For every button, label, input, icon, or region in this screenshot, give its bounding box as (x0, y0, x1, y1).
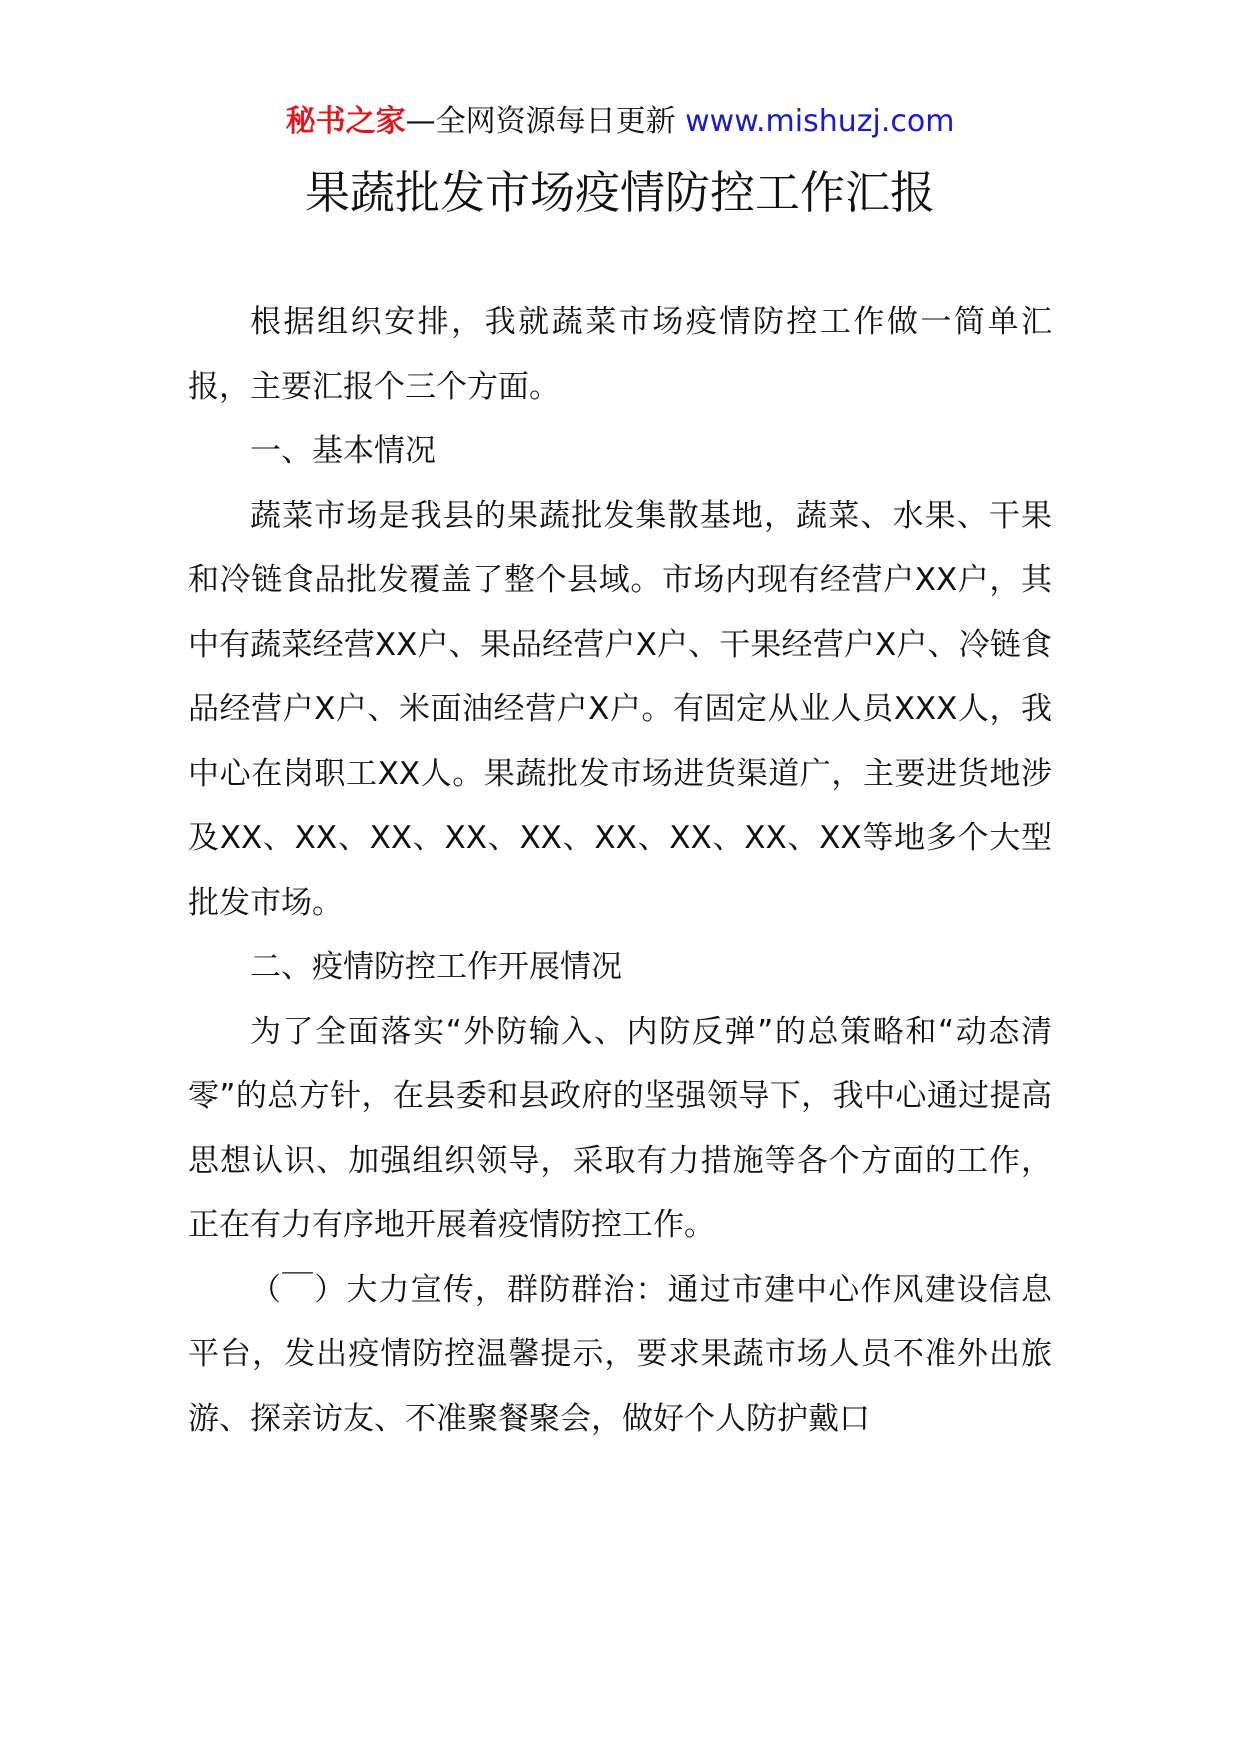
site-header (0, 100, 1240, 144)
section-heading-prevention: 二、疫情防控工作开展情况 (250, 949, 622, 985)
header-slogan: —全网资源每日更新 (405, 104, 676, 139)
paragraph-basic-situation: 蔬菜市场是我县的果蔬批发集散基地，蔬菜、水果、干果和冷链食品批发覆盖了整个县域。市场内现有经营户XX户，其中有蔬菜经营XX户、果品经营户X户、干果经营户X户、冷链食品经营户X户、米面油经营户X户。有固定从业人员XXX人，我中心在岗职工XX人。果蔬批发市场进货渠道广，主要进货地涉及XX、XX、XX、XX、XX、XX、XX、XX、XX等地多个大型批发市场。 (188, 497, 1052, 921)
paragraph-intro: 根据组织安排，我就蔬菜市场疫情防控工作做一简单汇报，主要汇报个三个方面。 (188, 304, 1052, 405)
section-heading-basic: 一、基本情况 (250, 433, 436, 469)
paragraph-prevention-overview: 为了全面落实“外防输入、内防反弹”的总策略和“动态清零”的总方针，在县委和县政府的坚强领导下，我中心通过提高思想认识、加强组织领导，采取有力措施等各个方面的工作，正在有力有序地开展着疫情防控工作。 (188, 1013, 1052, 1243)
paragraph-publicity: （￣）大力宣传，群防群治：通过市建中心作风建设信息平台，发出疫情防控温馨提示，要求果蔬市场人员不准外出旅游、探亲访友、不准聚餐聚会，做好个人防护戴口 (188, 1271, 1052, 1437)
brand-name: 秘书之家 (285, 104, 406, 139)
document-title: 果蔬批发市场疫情防控工作汇报 (304, 166, 935, 219)
document-body (188, 290, 1052, 1451)
site-url-link[interactable]: www.mishuzj.com (685, 104, 955, 139)
